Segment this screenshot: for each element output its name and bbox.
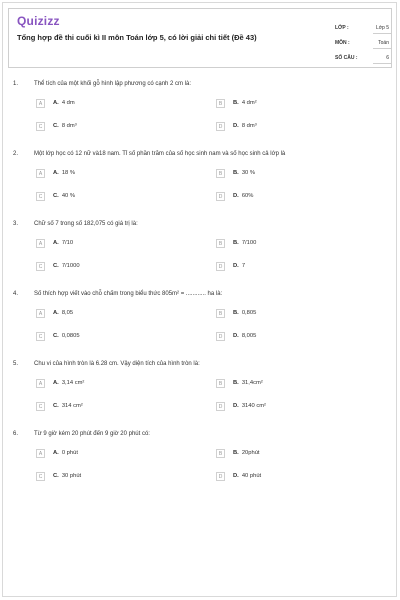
option-text: 8,005 — [241, 333, 257, 339]
option-tag: A. — [53, 450, 59, 456]
option-tag: B. — [233, 450, 239, 456]
option-letter-box[interactable]: C — [36, 262, 45, 271]
option-letter-box[interactable]: C — [36, 402, 45, 411]
option-tag: B. — [233, 240, 239, 246]
option-text: 30 % — [241, 170, 256, 176]
option-text: 0,805 — [241, 310, 257, 316]
option-text: 8 dm³ — [241, 123, 257, 129]
option-label — [233, 170, 255, 176]
option-label — [233, 450, 260, 456]
option-letter-box[interactable]: D — [216, 402, 225, 411]
question-number: 1. — [13, 81, 19, 87]
option-tag: C. — [53, 403, 59, 409]
option-text: 60% — [241, 193, 254, 199]
question-2 — [0, 151, 400, 215]
option-label — [233, 263, 245, 269]
meta-underline — [373, 63, 391, 64]
question-number: 6. — [13, 431, 19, 437]
option-letter-box[interactable]: A — [36, 99, 45, 108]
question-text: Một lớp học có 12 nữ và18 nam. Tỉ số phần trăm của số học sinh nam và số học sinh cả lớp là — [34, 151, 286, 157]
option-tag: B. — [233, 170, 239, 176]
meta-row-class — [335, 22, 393, 34]
question-number: 5. — [13, 361, 19, 367]
option-text: 8,05 — [61, 310, 74, 316]
option-label — [53, 450, 78, 456]
option-text: 3,14 cm² — [61, 380, 85, 386]
meta-key: MÔN : — [335, 40, 350, 46]
question-4 — [0, 291, 400, 355]
option-label — [53, 333, 80, 339]
option-tag: C. — [53, 123, 59, 129]
question-text: Chu vi của hình tròn là 6.28 cm. Vậy diện tích của hình tròn là: — [34, 361, 200, 367]
option-letter-box[interactable]: D — [216, 122, 225, 131]
option-text: 40 phút — [241, 473, 262, 479]
option-tag: B. — [233, 380, 239, 386]
question-3 — [0, 221, 400, 285]
meta-value: 6 — [386, 55, 389, 61]
question-number: 3. — [13, 221, 19, 227]
question-text: Từ 9 giờ kém 20 phút đến 9 giờ 20 phút có: — [34, 431, 150, 437]
option-tag: C. — [53, 263, 59, 269]
option-tag: D. — [233, 403, 239, 409]
option-tag: D. — [233, 333, 239, 339]
meta-key: LỚP : — [335, 25, 349, 31]
option-letter-box[interactable]: B — [216, 169, 225, 178]
option-label — [53, 380, 84, 386]
option-text: 8 dm³ — [61, 123, 77, 129]
option-text: 7 — [241, 263, 246, 269]
option-label — [233, 310, 256, 316]
option-label — [233, 100, 257, 106]
option-label — [53, 193, 75, 199]
option-label — [233, 193, 253, 199]
question-text: Chữ số 7 trong số 182,075 có giá trị là: — [34, 221, 138, 227]
option-letter-box[interactable]: A — [36, 449, 45, 458]
option-label — [233, 123, 257, 129]
option-letter-box[interactable]: C — [36, 332, 45, 341]
option-label — [53, 100, 75, 106]
question-text: Thể tích của một khối gỗ hình lập phương có cạnh 2 cm là: — [34, 81, 192, 87]
option-tag: D. — [233, 193, 239, 199]
option-tag: C. — [53, 333, 59, 339]
option-tag: C. — [53, 473, 59, 479]
meta-value: Lớp 5 — [375, 25, 389, 31]
meta-underline — [373, 48, 391, 49]
option-letter-box[interactable]: D — [216, 472, 225, 481]
option-letter-box[interactable]: A — [36, 169, 45, 178]
option-letter-box[interactable]: A — [36, 239, 45, 248]
option-label — [233, 380, 263, 386]
option-letter-box[interactable]: C — [36, 472, 45, 481]
question-number: 4. — [13, 291, 19, 297]
option-text: 3140 cm² — [241, 403, 266, 409]
option-tag: A. — [53, 240, 59, 246]
option-letter-box[interactable]: D — [216, 332, 225, 341]
option-label — [53, 263, 80, 269]
document-title: Tổng hợp đề thi cuối kì II môn Toán lớp 5, có lời giải chi tiết (Đề 43) — [17, 33, 257, 42]
question-1 — [0, 81, 400, 145]
option-label — [53, 403, 83, 409]
option-label — [53, 310, 73, 316]
question-6 — [0, 431, 400, 495]
option-text: 0 phút — [61, 450, 78, 456]
question-text: Số thích hợp viết vào chỗ chấm trong biểu thức 805m² = ............ ha là: — [34, 291, 223, 297]
option-tag: D. — [233, 473, 239, 479]
option-letter-box[interactable]: B — [216, 239, 225, 248]
option-label — [53, 473, 81, 479]
option-text: 7/10 — [61, 240, 74, 246]
option-label — [233, 473, 261, 479]
option-tag: D. — [233, 263, 239, 269]
option-text: 30 phút — [61, 473, 82, 479]
option-tag: A. — [53, 100, 59, 106]
option-text: 18 % — [61, 170, 76, 176]
option-tag: B. — [233, 310, 239, 316]
option-tag: A. — [53, 310, 59, 316]
option-tag: A. — [53, 380, 59, 386]
option-letter-box[interactable]: B — [216, 449, 225, 458]
meta-key: SỐ CÂU : — [335, 55, 358, 61]
option-letter-box[interactable]: D — [216, 192, 225, 201]
option-label — [233, 403, 266, 409]
option-text: 7/100 — [241, 240, 257, 246]
meta-row-question-count — [335, 52, 393, 64]
option-tag: A. — [53, 170, 59, 176]
option-letter-box[interactable]: C — [36, 192, 45, 201]
meta-value: Toán — [378, 40, 389, 46]
option-text: 40 % — [61, 193, 76, 199]
option-tag: C. — [53, 193, 59, 199]
option-text: 0,0805 — [61, 333, 80, 339]
option-letter-box[interactable]: A — [36, 309, 45, 318]
option-label — [233, 240, 256, 246]
option-letter-box[interactable]: D — [216, 262, 225, 271]
option-letter-box[interactable]: B — [216, 379, 225, 388]
option-label — [53, 170, 75, 176]
option-text: 20phút — [241, 450, 260, 456]
question-5 — [0, 361, 400, 425]
option-label — [233, 333, 256, 339]
option-tag: D. — [233, 123, 239, 129]
option-label — [53, 240, 73, 246]
option-letter-box[interactable]: A — [36, 379, 45, 388]
option-letter-box[interactable]: C — [36, 122, 45, 131]
meta-underline — [373, 33, 391, 34]
option-text: 314 cm² — [61, 403, 83, 409]
quizizz-logo: Quizizz — [17, 14, 60, 28]
option-tag: B. — [233, 100, 239, 106]
option-letter-box[interactable]: B — [216, 99, 225, 108]
option-text: 31,4cm² — [241, 380, 263, 386]
option-text: 4 dm² — [241, 100, 257, 106]
question-number: 2. — [13, 151, 19, 157]
document-header — [8, 8, 392, 68]
option-label — [53, 123, 77, 129]
option-text: 4 dm — [61, 100, 75, 106]
option-letter-box[interactable]: B — [216, 309, 225, 318]
meta-row-subject — [335, 37, 393, 49]
option-text: 7/1000 — [61, 263, 80, 269]
